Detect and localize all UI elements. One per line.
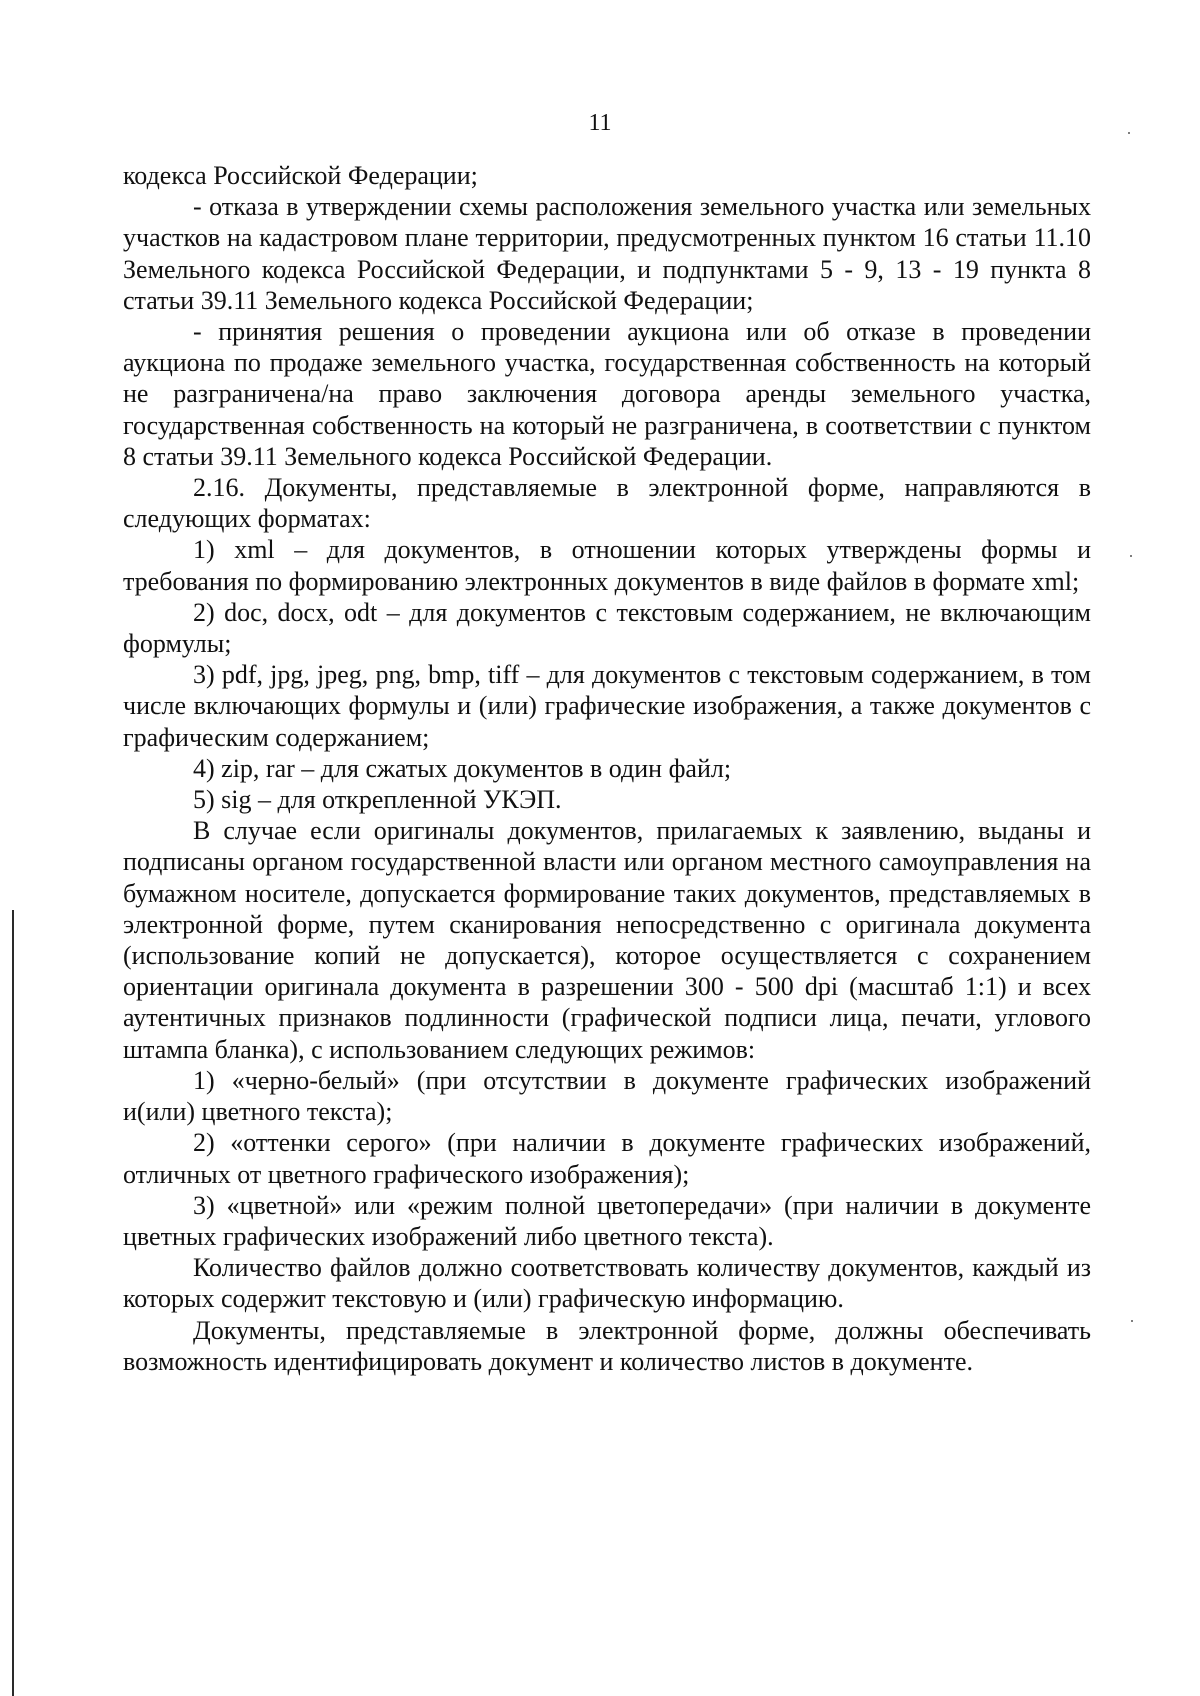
page-number: 11 bbox=[588, 110, 612, 136]
scan-speck bbox=[1131, 1320, 1133, 1322]
scan-speck bbox=[1128, 132, 1130, 134]
paragraph-scheme-refusal: - отказа в утверждении схемы расположения земельного участка или земельных участков на кадастровом плане территории, предусмотренных пунктом 16 статьи 11.10 Земельного кодекса Российской Федерации, и подпунктами 5 - 9, 13 - 19 пункта 8 статьи 39.11 Земельного кодекса Российской Федерации; bbox=[123, 192, 1091, 315]
paragraph-auction-decision: - принятия решения о проведении аукциона или об отказе в проведении аукциона по продаже земельного участка, государственная собственность на который не разграничена/на право заключения договора аренды земельного участка, государственная собственность на который не разграничена, в соответствии с пунктом 8 статьи 39.11 Земельного кодекса Российской Федерации. bbox=[123, 317, 1091, 471]
scan-speck bbox=[1130, 555, 1132, 557]
paragraph-format-zip: 4) zip, rar – для сжатых документов в один файл; bbox=[193, 753, 732, 783]
paragraph-file-count: Количество файлов должно соответствовать количеству документов, каждый из которых содержит текстовую и (или) графическую информацию. bbox=[123, 1253, 1091, 1314]
paragraph-code-ending: кодекса Российской Федерации; bbox=[123, 161, 478, 190]
paragraph-formats-intro: 2.16. Документы, представляемые в электронной форме, направляются в следующих форматах: bbox=[123, 473, 1091, 534]
paragraph-scanning-rules: В случае если оригиналы документов, прилагаемых к заявлению, выданы и подписаны органом государственной власти или органом местного самоуправления на бумажном носителе, допускается формирование таких документов, представляемых в электронной форме, путем сканирования непосредственно с оригинала документа (использование копий не допускается), которое осуществляется с сохранением ориентации оригинала документа в разрешении 300 - 500 dpi (масштаб 1:1) и всех аутентичных признаков подлинности (графической подписи лица, печати, углового штампа бланка), с использованием следующих режимов: bbox=[123, 816, 1091, 1064]
paragraph-mode-bw: 1) «черно-белый» (при отсутствии в документе графических изображений и(или) цветного текста); bbox=[123, 1065, 1091, 1127]
paragraph-format-pdf: 3) pdf, jpg, jpeg, png, bmp, tiff – для документов с текстовым содержанием, в том числе включающих формулы и (или) графические изображения, а также документов с графическим содержанием; bbox=[123, 660, 1091, 752]
paragraph-format-xml: 1) xml – для документов, в отношении которых утверждены формы и требования по формированию электронных документов в виде файлов в формате xml; bbox=[123, 535, 1091, 596]
paragraph-format-doc: 2) doc, docx, odt – для документов с текстовым содержанием, не включающим формулы; bbox=[123, 597, 1091, 659]
paragraph-format-sig: 5) sig – для открепленной УКЭП. bbox=[193, 785, 562, 815]
paragraph-mode-color: 3) «цветной» или «режим полной цветопередачи» (при наличии в документе цветных графических изображений либо цветного текста). bbox=[123, 1190, 1091, 1251]
document-body bbox=[123, 160, 1091, 1377]
scan-edge-line bbox=[12, 910, 14, 1696]
paragraph-identification: Документы, представляемые в электронной форме, должны обеспечивать возможность идентифицировать документ и количество листов в документе. bbox=[123, 1315, 1091, 1376]
paragraph-mode-grayscale: 2) «оттенки серого» (при наличии в документе графических изображений, отличных от цветного графического изображения); bbox=[123, 1128, 1091, 1189]
